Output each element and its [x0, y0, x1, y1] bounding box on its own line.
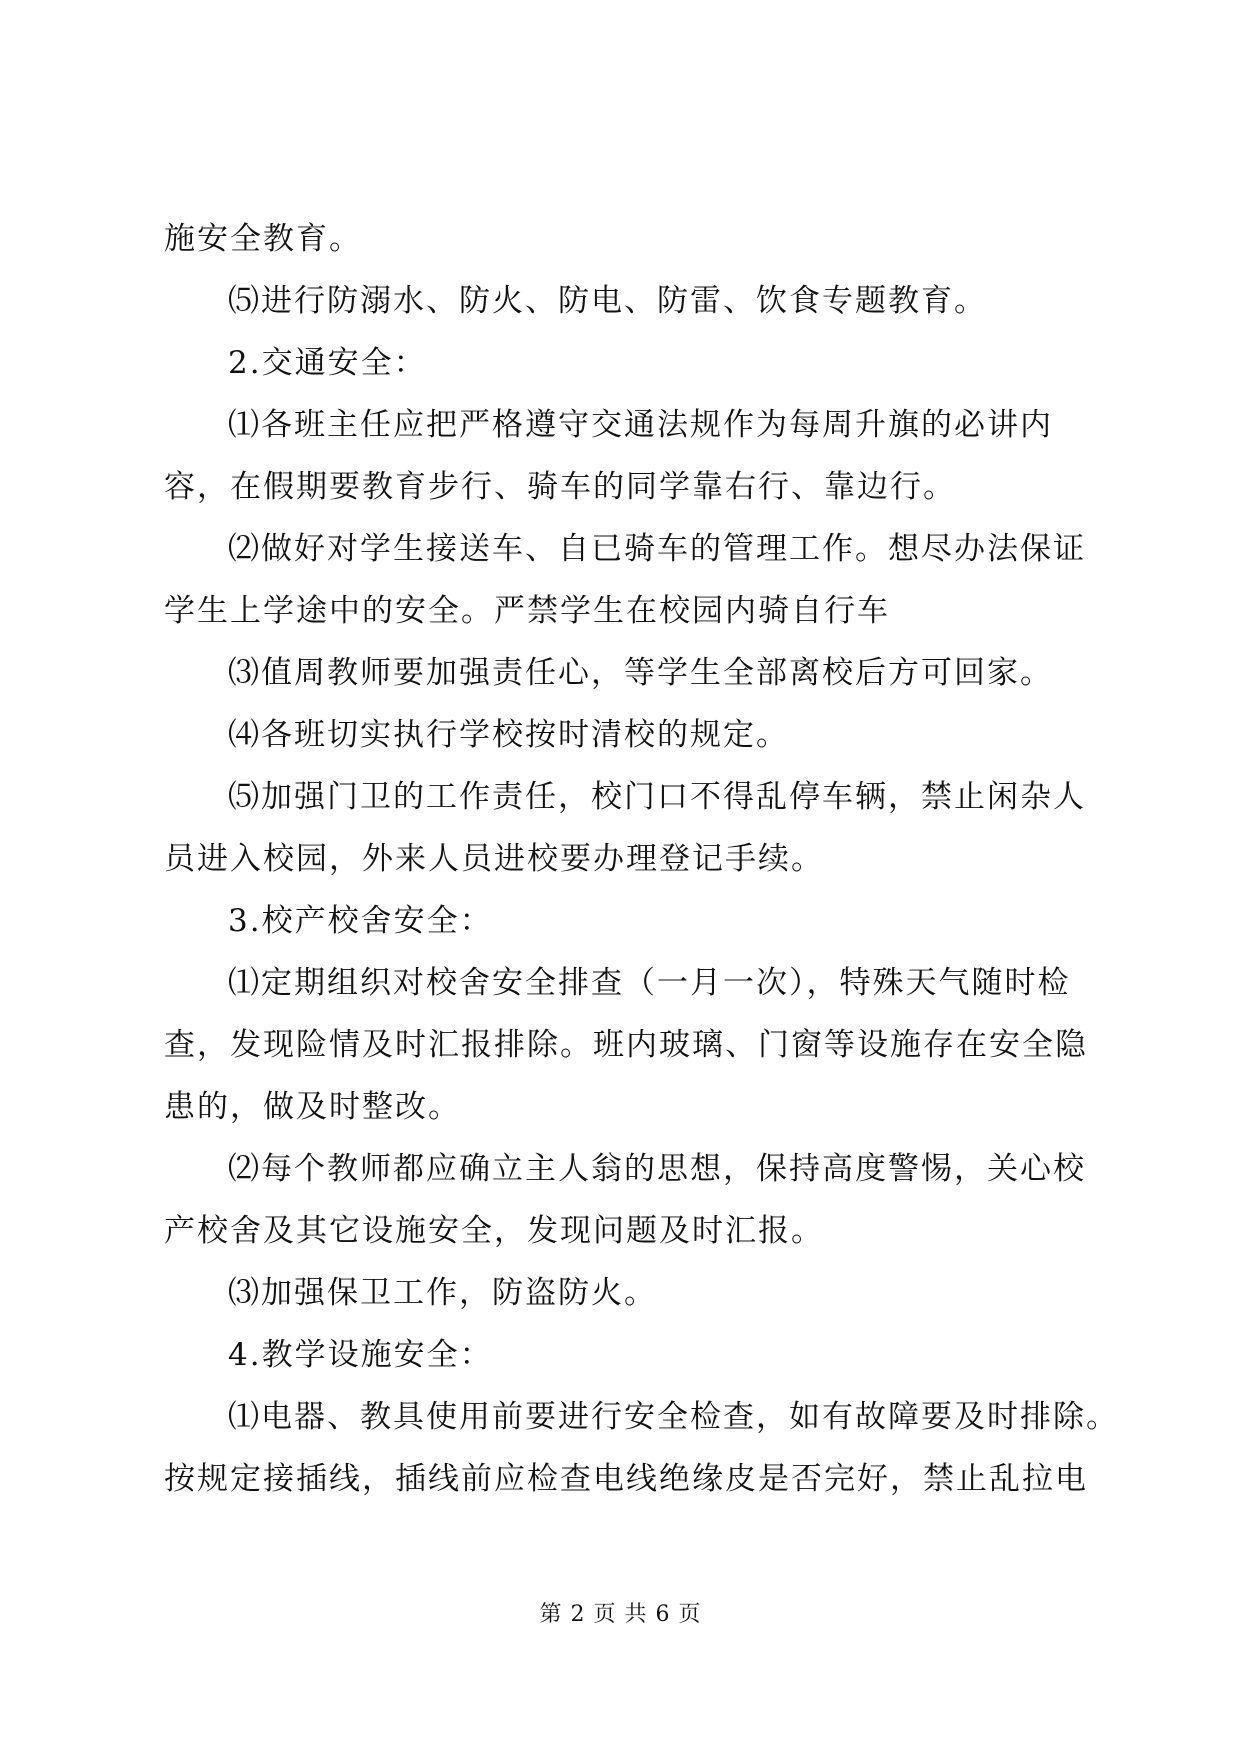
page-footer: 第 2 页 共 6 页 [539, 1602, 702, 1627]
text-line: ⑶值周教师要加强责任心，等学生全部离校后方可回家。 [228, 655, 1053, 691]
body-text [164, 208, 1119, 1510]
section-heading: 2.交通安全： [228, 345, 427, 381]
text-line: ⑵每个教师都应确立主人翁的思想，保持高度警惕，关心校 [228, 1151, 1086, 1187]
text-line: 按规定接插线，插线前应检查电线绝缘皮是否完好，禁止乱拉电 [164, 1461, 1088, 1497]
text-line: ⑶加强保卫工作，防盗防火。 [228, 1275, 657, 1311]
text-line: ⑷各班切实执行学校按时清校的规定。 [228, 717, 789, 753]
text-line: ⑸进行防溺水、防火、防电、防雷、饮食专题教育。 [228, 283, 987, 319]
section-heading: 4.教学设施安全： [228, 1337, 493, 1373]
section-heading: 3.校产校舍安全： [228, 903, 493, 939]
text-line: 学生上学途中的安全。严禁学生在校园内骑自行车 [164, 593, 890, 629]
text-line: 施安全教育。 [164, 221, 362, 257]
text-line: 查，发现险情及时汇报排除。班内玻璃、门窗等设施存在安全隐 [164, 1027, 1088, 1063]
text-line: 容，在假期要教育步行、骑车的同学靠右行、靠边行。 [164, 469, 956, 505]
text-line: ⑴各班主任应把严格遵守交通法规作为每周升旗的必讲内 [228, 407, 1053, 443]
text-line: ⑵做好对学生接送车、自已骑车的管理工作。想尽办法保证 [228, 531, 1086, 567]
text-line: 患的，做及时整改。 [164, 1089, 461, 1125]
text-line: ⑸加强门卫的工作责任，校门口不得乱停车辆，禁止闲杂人 [228, 779, 1086, 815]
text-line: ⑴电器、教具使用前要进行安全检查，如有故障要及时排除。 [228, 1399, 1119, 1435]
text-line: 产校舍及其它设施安全，发现问题及时汇报。 [164, 1213, 824, 1249]
text-line: 员进入校园，外来人员进校要办理登记手续。 [164, 841, 824, 877]
text-line: ⑴定期组织对校舍安全排查（一月一次），特殊天气随时检 [228, 965, 1071, 1001]
